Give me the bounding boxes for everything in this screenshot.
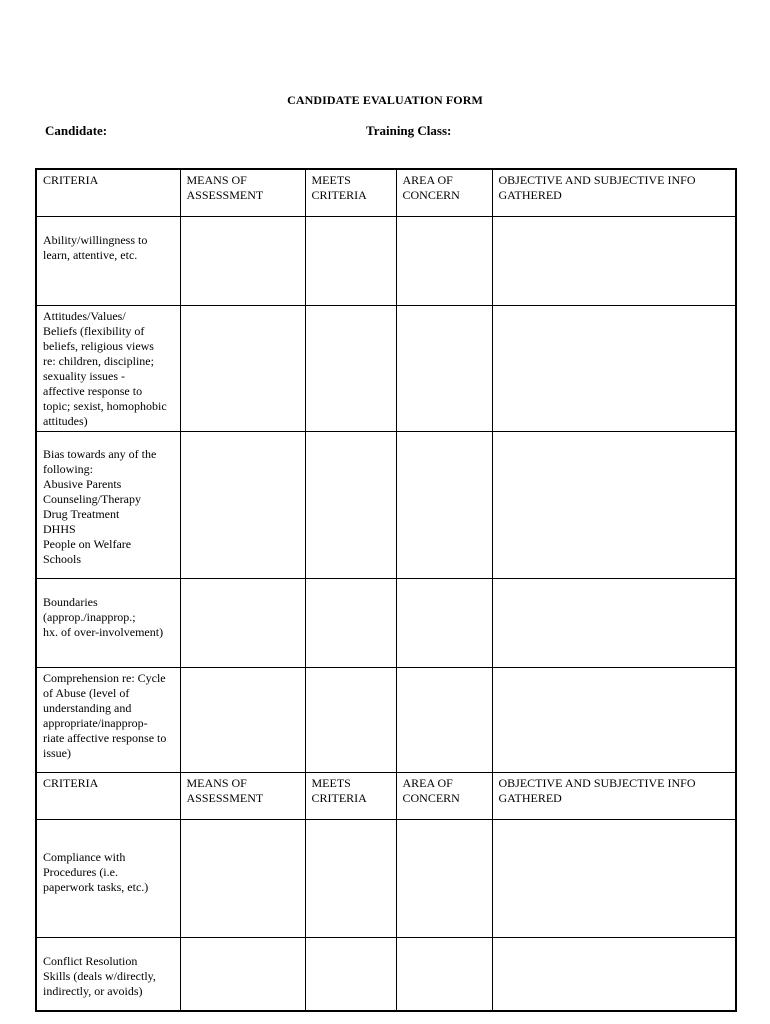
area-of-concern-cell[interactable] [396, 579, 492, 668]
header-meets-criteria: MEETS CRITERIA [305, 773, 396, 820]
table-row [36, 668, 736, 773]
info-gathered-cell[interactable] [492, 217, 736, 306]
means-of-assessment-cell[interactable] [180, 668, 305, 773]
area-of-concern-cell[interactable] [396, 432, 492, 579]
info-gathered-cell[interactable] [492, 306, 736, 432]
criteria-cell: Attitudes/Values/ Beliefs (flexibility of beliefs, religious views re: children, discipline; sexuality issues - affective response to topic; sexist, homophobic attitudes) [36, 306, 180, 432]
meets-criteria-cell[interactable] [305, 306, 396, 432]
header-area-of-concern: AREA OF CONCERN [396, 169, 492, 217]
area-of-concern-cell[interactable] [396, 938, 492, 1012]
meets-criteria-cell[interactable] [305, 668, 396, 773]
info-gathered-cell[interactable] [492, 938, 736, 1012]
info-gathered-cell[interactable] [492, 432, 736, 579]
header-objective-subjective-info: OBJECTIVE AND SUBJECTIVE INFO GATHERED [492, 773, 736, 820]
means-of-assessment-cell[interactable] [180, 432, 305, 579]
table-row [36, 217, 736, 306]
means-of-assessment-cell[interactable] [180, 579, 305, 668]
criteria-cell: Ability/willingness to learn, attentive, etc. [36, 217, 180, 306]
table-row [36, 579, 736, 668]
meets-criteria-cell[interactable] [305, 820, 396, 938]
meets-criteria-cell[interactable] [305, 938, 396, 1012]
table-row [36, 432, 736, 579]
info-gathered-cell[interactable] [492, 579, 736, 668]
info-gathered-cell[interactable] [492, 820, 736, 938]
means-of-assessment-cell[interactable] [180, 217, 305, 306]
table-row [36, 820, 736, 938]
area-of-concern-cell[interactable] [396, 306, 492, 432]
header-means-of-assessment: MEANS OF ASSESSMENT [180, 169, 305, 217]
meets-criteria-cell[interactable] [305, 579, 396, 668]
header-means-of-assessment: MEANS OF ASSESSMENT [180, 773, 305, 820]
criteria-cell: Compliance with Procedures (i.e. paperwork tasks, etc.) [36, 820, 180, 938]
form-title: CANDIDATE EVALUATION FORM [287, 93, 483, 107]
criteria-cell: Conflict Resolution Skills (deals w/directly, indirectly, or avoids) [36, 938, 180, 1012]
table-row [36, 938, 736, 1012]
header-meets-criteria: MEETS CRITERIA [305, 169, 396, 217]
training-class-label: Training Class: [366, 123, 452, 138]
table-header-row-repeat [36, 773, 736, 820]
table-row [36, 306, 736, 432]
info-gathered-cell[interactable] [492, 668, 736, 773]
area-of-concern-cell[interactable] [396, 820, 492, 938]
evaluation-table [35, 168, 737, 1012]
candidate-label: Candidate: [45, 123, 108, 138]
area-of-concern-cell[interactable] [396, 668, 492, 773]
table-header-row [36, 169, 736, 217]
area-of-concern-cell[interactable] [396, 217, 492, 306]
criteria-cell: Comprehension re: Cycle of Abuse (level of understanding and appropriate/inapprop- riate affective response to issue) [36, 668, 180, 773]
criteria-cell: Bias towards any of the following: Abusive Parents Counseling/Therapy Drug Treatment DHHS People on Welfare Schools [36, 432, 180, 579]
header-criteria: CRITERIA [36, 773, 180, 820]
means-of-assessment-cell[interactable] [180, 306, 305, 432]
header-area-of-concern: AREA OF CONCERN [396, 773, 492, 820]
means-of-assessment-cell[interactable] [180, 820, 305, 938]
meets-criteria-cell[interactable] [305, 432, 396, 579]
meets-criteria-cell[interactable] [305, 217, 396, 306]
means-of-assessment-cell[interactable] [180, 938, 305, 1012]
header-criteria: CRITERIA [36, 169, 180, 217]
criteria-cell: Boundaries (approp./inapprop.; hx. of over-involvement) [36, 579, 180, 668]
header-objective-subjective-info: OBJECTIVE AND SUBJECTIVE INFO GATHERED [492, 169, 736, 217]
